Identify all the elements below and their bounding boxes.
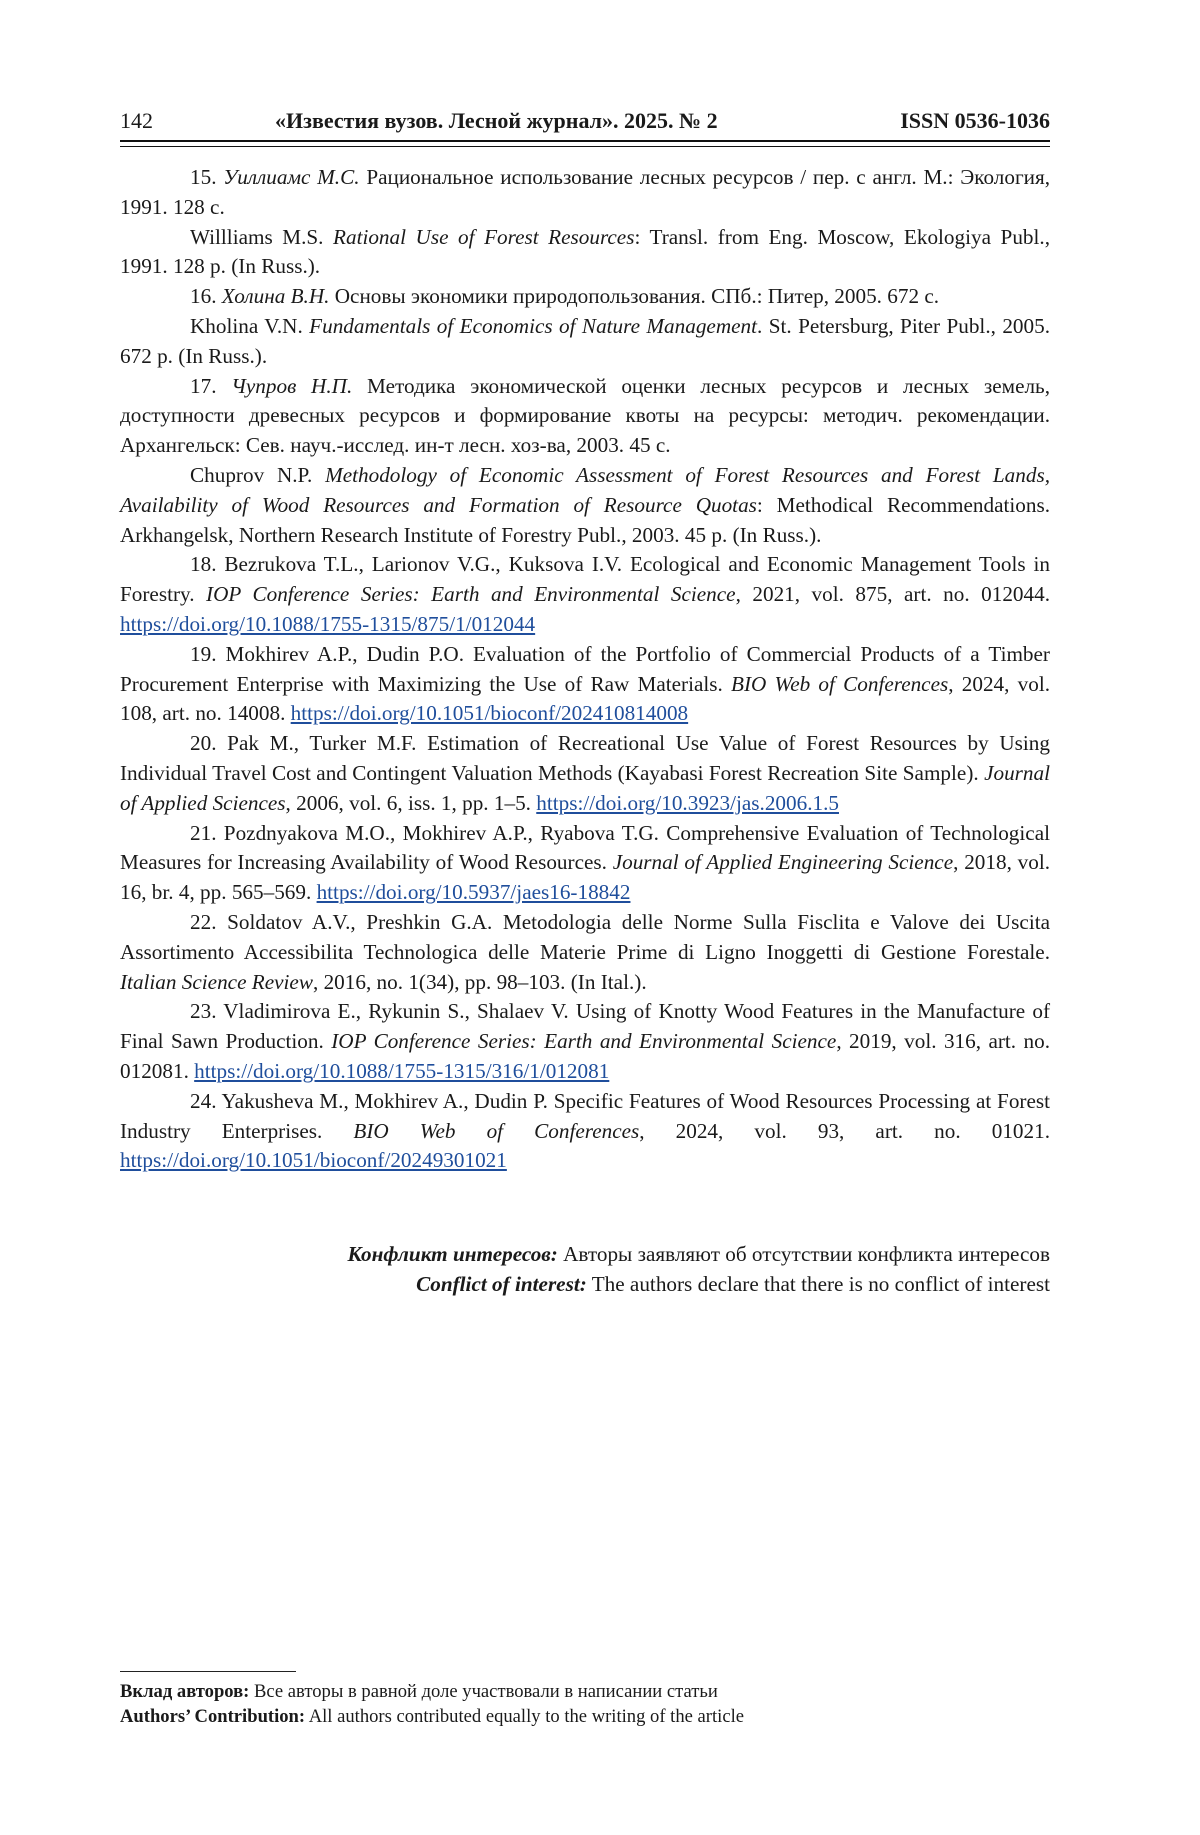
running-header (120, 108, 1050, 142)
doi-link[interactable]: https://doi.org/10.1051/bioconf/202410814008 (291, 701, 688, 725)
reference-en: Chuprov N.P. Methodology of Economic Assessment of Forest Resources and Forest Lands, Availability of Wood Resources and Formation of Resource Quotas: Methodical Recom­mendations. Arkhangelsk, Northern Research Institute of Forestry Publ., 2003. 45 p. (In Russ.). (120, 461, 1050, 550)
doi-link[interactable]: https://doi.org/10.1088/1755-1315/875/1/012044 (120, 612, 535, 636)
reference-ru: 15. Уиллиамс М.С. Рациональное использование лесных ресурсов / пер. с англ. М.: Экология, 1991. 128 с. (120, 163, 1050, 223)
reference-list (120, 163, 1050, 1176)
reference-ru: 16. Холина В.Н. Основы экономики природопользования. СПб.: Питер, 2005. 672 с. (120, 282, 1050, 312)
reference: 20. Pak M., Turker M.F. Estimation of Recreational Use Value of Forest Resources by Using Individual Travel Cost and Contingent Valuation Methods (Kayabasi Forest Recreation Site Sample). Journal of Applied Sciences, 2006, vol. 6, iss. 1, pp. 1–5. https://doi.org/10.3923/jas.2006.1.5 (120, 729, 1050, 818)
reference: 21. Pozdnyakova M.O., Mokhirev A.P., Ryabova T.G. Comprehensive Evaluation of Technological Measures for Increasing Availability of Wood Resources. Journal of Applied Engineering Science, 2018, vol. 16, br. 4, pp. 565–569. https://doi.org/10.5937/jaes16-18842 (120, 819, 1050, 908)
journal-page (0, 0, 1200, 1835)
contribution-en: Authors’ Contribution: All authors contributed equally to the writing of the article (120, 1705, 1050, 1730)
conflict-en: Conflict of interest: The authors declare that there is no conflict of interest (120, 1270, 1050, 1300)
reference: 19. Mokhirev A.P., Dudin P.O. Evaluation of the Portfolio of Commercial Products of a Timber Procurement Enterprise with Maximizing the Use of Raw Materials. BIO Web of Conferences, 2024, vol. 108, art. no. 14008. https://doi.org/10.1051/bioconf/202410814008 (120, 640, 1050, 729)
header-rule-thin (120, 146, 1050, 147)
reference-en: Kholina V.N. Fundamentals of Economics of Nature Management. St. Petersburg, Pi­ter Publ., 2005. 672 p. (In Russ.). (120, 312, 1050, 372)
journal-title: «Известия вузов. Лесной журнал». 2025. № 2 (275, 108, 718, 134)
issn: ISSN 0536-1036 (900, 108, 1050, 134)
doi-link[interactable]: https://doi.org/10.3923/jas.2006.1.5 (536, 791, 839, 815)
reference: 22. Soldatov A.V., Preshkin G.A. Metodologia delle Norme Sulla Fisclita e Valove dei Uscita Assortimento Accessibilita Technologica delle Materie Prime di Ligno Inoggetti di Gestione Forestale. Italian Science Review, 2016, no. 1(34), pp. 98–103. (In Ital.). (120, 908, 1050, 997)
conflict-of-interest (120, 1240, 1050, 1299)
footnote-separator (120, 1671, 296, 1672)
page-number: 142 (120, 108, 153, 134)
reference-en: Willliams M.S. Rational Use of Forest Resources: Transl. from Eng. Moscow, Ekologi­ya Publ., 1991. 128 p. (In Russ.). (120, 223, 1050, 283)
reference-ru: 17. Чупров Н.П. Методика экономической оценки лесных ресурсов и лесных зе­мель, доступности древесных ресурсов и формирование квоты на ресурсы: методич. рекомендации. Архангельск: Сев. науч.-исслед. ин-т лесн. хоз-ва, 2003. 45 с. (120, 372, 1050, 461)
doi-link[interactable]: https://doi.org/10.5937/jaes16-18842 (317, 880, 631, 904)
reference: 23. Vladimirova E., Rykunin S., Shalaev V. Using of Knotty Wood Features in the Manufacture of Final Sawn Production. IOP Conference Series: Earth and Environmental Science, 2019, vol. 316, art. no. 012081. https://doi.org/10.1088/1755-1315/316/1/012081 (120, 997, 1050, 1086)
contribution-ru: Вклад авторов: Все авторы в равной доле участвовали в написании статьи (120, 1680, 1050, 1705)
doi-link[interactable]: https://doi.org/10.1051/bioconf/20249301021 (120, 1148, 507, 1172)
conflict-ru: Конфликт интересов: Авторы заявляют об отсутствии конфликта интересов (120, 1240, 1050, 1270)
reference: 18. Bezrukova T.L., Larionov V.G., Kuksova I.V. Ecological and Economic Manage­ment Tools in Forestry. IOP Conference Series: Earth and Environmental Science, 2021, vol. 875, art. no. 012044. https://doi.org/10.1088/1755-1315/875/1/012044 (120, 550, 1050, 639)
reference: 24. Yakusheva M., Mokhirev A., Dudin P. Specific Features of Wood Resources Pro­cessing at Forest Industry Enterprises. BIO Web of Conferences, 2024, vol. 93, art. no. 01021. https://doi.org/10.1051/bioconf/20249301021 (120, 1087, 1050, 1176)
authors-contribution (120, 1680, 1050, 1729)
header-rule-thick (120, 140, 1050, 142)
doi-link[interactable]: https://doi.org/10.1088/1755-1315/316/1/012081 (194, 1059, 609, 1083)
